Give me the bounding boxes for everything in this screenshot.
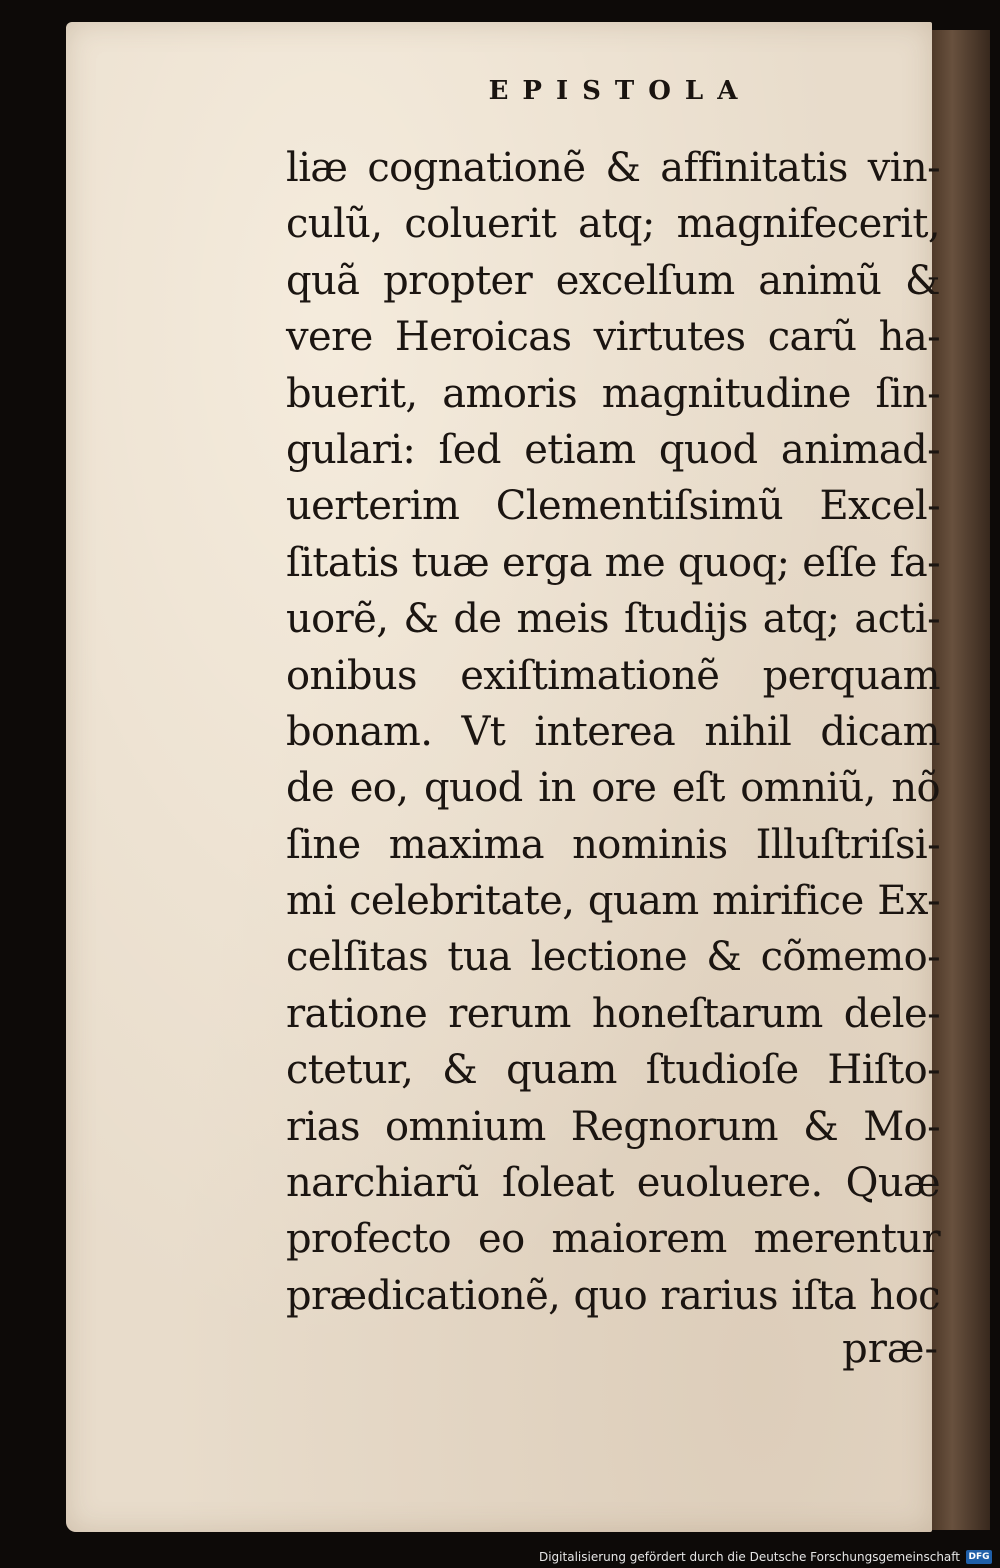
running-head: EPISTOLA <box>488 76 752 106</box>
text-line: bonam. Vt interea nihil dicam <box>286 708 940 755</box>
catchword: præ- <box>842 1326 938 1372</box>
text-line: celſitas tua lectione & cõmemo- <box>286 934 940 981</box>
text-line: ſine maxima nominis Illuſtriſsi- <box>286 821 940 868</box>
text-line: vere Heroicas virtutes carũ ha- <box>286 314 940 361</box>
text-line: ratione rerum honeſtarum dele- <box>286 990 940 1037</box>
text-line: ctetur, & quam ſtudioſe Hiſto- <box>286 1047 940 1094</box>
dfg-logo-icon: DFG <box>966 1550 992 1564</box>
text-line: buerit, amoris magnitudine ſin- <box>286 370 940 417</box>
text-line: mi celebritate, quam mirifice Ex- <box>286 878 940 925</box>
text-line: uorẽ, & de meis ſtudijs atq; acti- <box>286 596 940 643</box>
text-line: liæ cognationẽ & affinitatis vin- <box>286 145 940 191</box>
text-line: quã propter excelſum animũ & <box>286 257 940 304</box>
page-edge <box>932 30 990 1530</box>
body-text <box>286 140 940 1324</box>
text-line: prædicationẽ, quo rarius iſta hoc <box>286 1272 940 1319</box>
text-line: uerterim Clementiſsimũ Excel- <box>286 483 940 530</box>
digitization-footer <box>539 1550 992 1564</box>
text-line: onibus exiſtimationẽ perquam <box>286 652 940 699</box>
text-line: ſitatis tuæ erga me quoq; eſſe fa- <box>286 539 940 586</box>
text-line: profecto eo maiorem merentur <box>286 1216 940 1263</box>
text-line: narchiarũ ſoleat euoluere. Quæ <box>286 1160 940 1207</box>
footer-text: Digitalisierung gefördert durch die Deutsche Forschungsgemeinschaft <box>538 1550 960 1564</box>
text-line: de eo, quod in ore eſt omniũ, nõ <box>286 765 940 812</box>
text-line: gulari: ſed etiam quod animad- <box>286 426 940 473</box>
text-line: rias omnium Regnorum & Mo- <box>286 1103 940 1150</box>
text-line: culũ, coluerit atq; magnifecerit, <box>286 201 940 248</box>
